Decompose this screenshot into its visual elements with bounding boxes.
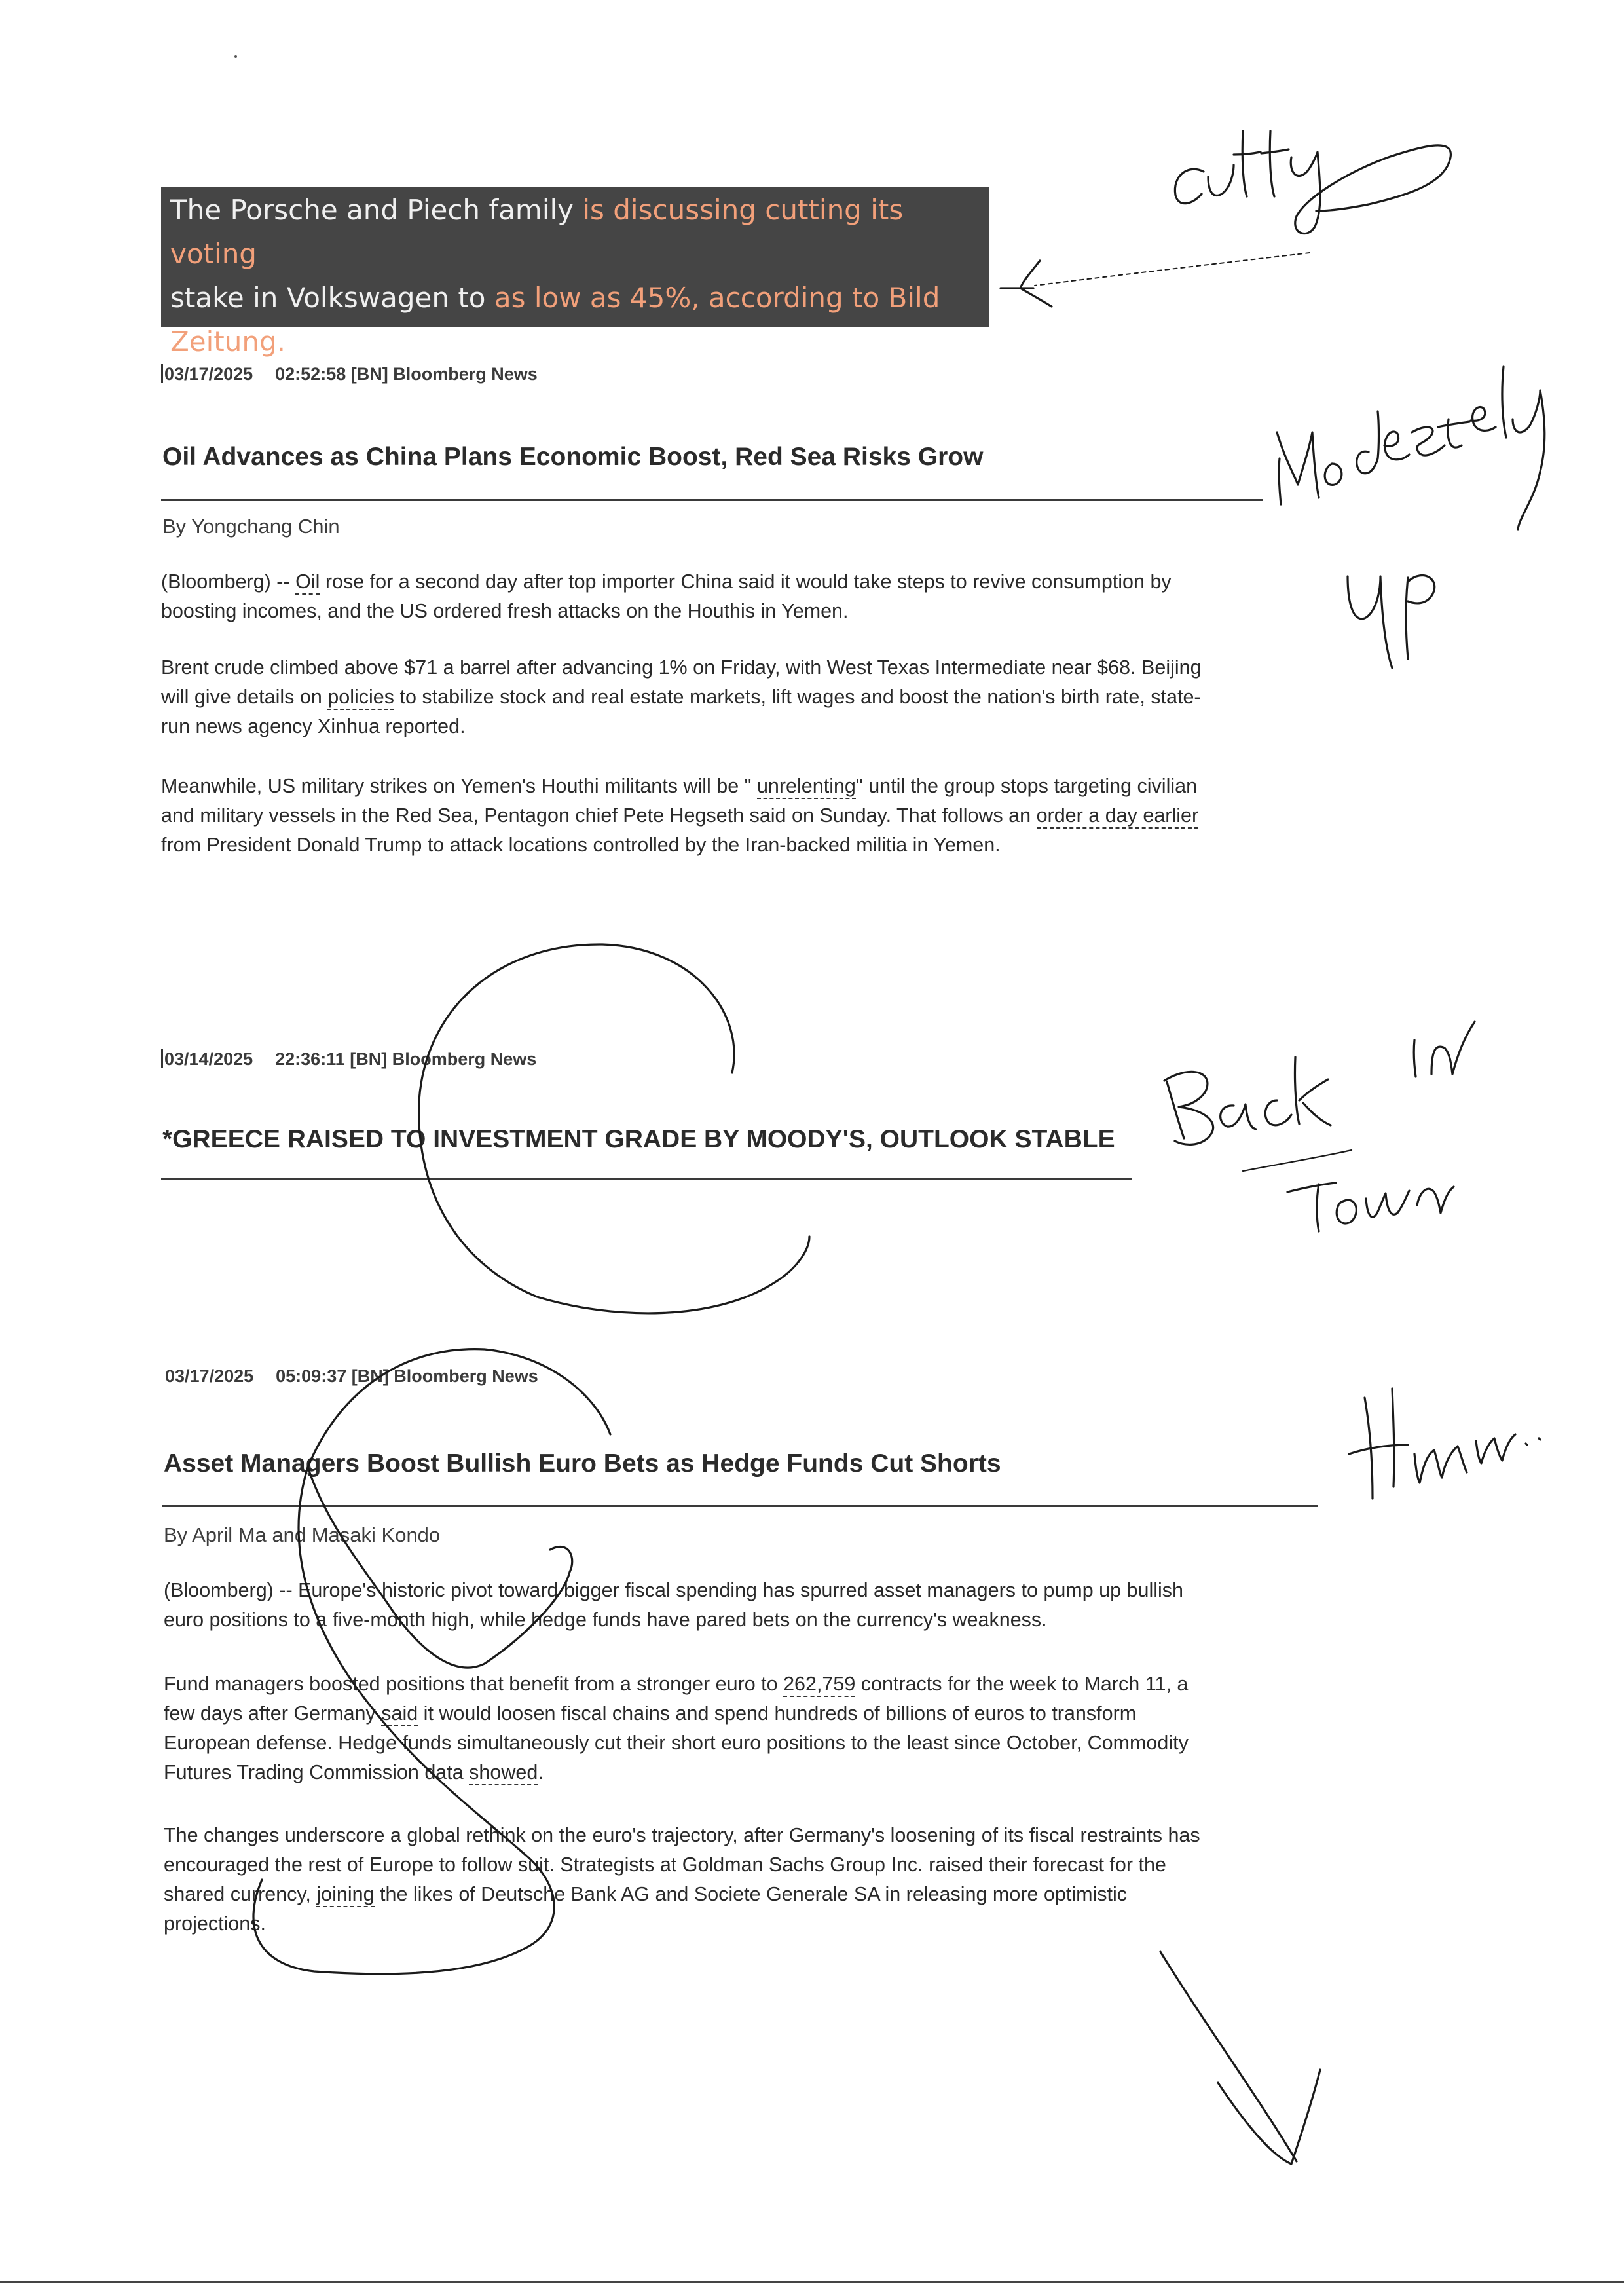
link-order-a-day-earlier[interactable]: order a day earlier bbox=[1037, 804, 1199, 829]
article2-source: [BN] Bloomberg News bbox=[350, 1049, 537, 1069]
article3-p1-line-2: euro positions to a five-month high, while hedge funds have pared bets on the currency's weakness. bbox=[164, 1609, 1047, 1631]
article3-p2-line-2: few days after Germany said it would loosen fiscal chains and spend hundreds of billions of euros to transform bbox=[164, 1699, 1189, 1728]
article1-p3-line-1: Meanwhile, US military strikes on Yemen's Houthi militants will be " unrelenting" until the group stops targeting civilian bbox=[161, 772, 1198, 801]
article2-date: 03/14/2025 bbox=[164, 1049, 253, 1069]
article1-time: 02:52:58 bbox=[275, 364, 346, 384]
article3-p3-line-2: encouraged the rest of Europe to follow suit. Strategists at Goldman Sachs Group Inc. raised their forecast for the bbox=[164, 1854, 1166, 1876]
highlight-accent-text-3: Zeitung. bbox=[170, 326, 286, 358]
link-262759[interactable]: 262,759 bbox=[783, 1673, 855, 1697]
article3-p2-line-4: Futures Trading Commission data showed. bbox=[164, 1758, 1189, 1787]
article3-p3-line-1: The changes underscore a global rethink on the euro's trajectory, after Germany's loosening of its fiscal restraints has bbox=[164, 1824, 1200, 1846]
article3-p2-line-3: European defense. Hedge funds simultaneously cut their short euro positions to the least since October, Commodity bbox=[164, 1732, 1189, 1754]
article3-p1-line-1: (Bloomberg) -- Europe's historic pivot toward bigger fiscal spending has spurred asset managers to pump up bullish bbox=[164, 1579, 1184, 1601]
article3-headline[interactable]: Asset Managers Boost Bullish Euro Bets as Hedge Funds Cut Shorts bbox=[164, 1449, 1001, 1478]
link-policies[interactable]: policies bbox=[327, 686, 394, 710]
link-showed[interactable]: showed bbox=[469, 1761, 538, 1785]
handwriting-hmm bbox=[1349, 1389, 1540, 1499]
article1-p2-line-1: Brent crude climbed above $71 a barrel after advancing 1% on Friday, with West Texas Intermediate near $68. Beijing bbox=[161, 656, 1202, 679]
article1-p3-line-2: and military vessels in the Red Sea, Pentagon chief Pete Hegseth said on Sunday. That follows an order a day earlier bbox=[161, 801, 1198, 830]
link-joining[interactable]: joining bbox=[316, 1883, 374, 1907]
article3-byline: By April Ma and Masaki Kondo bbox=[164, 1523, 441, 1546]
highlight-accent-text-2: as low as 45%, according to Bild bbox=[485, 282, 940, 314]
highlight-accent-text: is discussing cutting its voting bbox=[170, 194, 904, 270]
link-unrelenting[interactable]: unrelenting bbox=[757, 775, 856, 799]
highlight-plain-text-2: stake in Volkswagen to bbox=[170, 282, 486, 314]
article3-time: 05:09:37 bbox=[276, 1366, 347, 1386]
handwriting-large-circle bbox=[419, 944, 809, 1313]
article1-p2-line-2: will give details on policies to stabilize stock and real estate markets, lift wages and boost the nation's birth rate, state- bbox=[161, 682, 1202, 712]
handwriting-down-arrow bbox=[1160, 1952, 1320, 2164]
link-oil[interactable]: Oil bbox=[295, 570, 320, 595]
handwriting-moderately-up bbox=[1277, 367, 1545, 668]
article1-p2-line-3: run news agency Xinhua reported. bbox=[161, 715, 466, 737]
article2-headline[interactable]: *GREECE RAISED TO INVESTMENT GRADE BY MOODY'S, OUTLOOK STABLE bbox=[162, 1125, 1115, 1153]
link-said[interactable]: said bbox=[381, 1702, 418, 1726]
article2-time: 22:36:11 bbox=[275, 1049, 345, 1069]
article1-p1-line-1: (Bloomberg) -- Oil rose for a second day after top importer China said it would take steps to revive consumption by bbox=[161, 567, 1172, 597]
article1-p3-line-3: from President Donald Trump to attack locations controlled by the Iran-backed militia in Yemen. bbox=[161, 834, 1001, 856]
article3-p3-line-3: shared currency, joining the likes of Deutsche Bank AG and Societe Generale SA in releasing more optimistic bbox=[164, 1880, 1200, 1909]
article3-p3-line-4: projections. bbox=[164, 1912, 266, 1935]
handwriting-arrow-left bbox=[1001, 253, 1310, 307]
handwriting-cutting bbox=[1175, 131, 1450, 234]
article1-date: 03/17/2025 bbox=[164, 364, 253, 384]
handwriting-curl-loop bbox=[253, 1349, 610, 1974]
article1-p1-line-2: boosting incomes, and the US ordered fresh attacks on the Houthis in Yemen. bbox=[161, 600, 849, 622]
highlight-plain-text: The Porsche and Piech family bbox=[170, 194, 574, 226]
article1-headline[interactable]: Oil Advances as China Plans Economic Boost, Red Sea Risks Grow bbox=[162, 443, 984, 471]
article1-byline: By Yongchang Chin bbox=[162, 515, 340, 538]
article1-source: [BN] Bloomberg News bbox=[350, 364, 538, 384]
handwriting-back-in-town bbox=[1164, 1022, 1475, 1231]
article3-date: 03/17/2025 bbox=[165, 1366, 254, 1386]
article3-p2-line-1: Fund managers boosted positions that benefit from a stronger euro to 262,759 contracts for the week to March 11, a bbox=[164, 1670, 1189, 1699]
article3-source: [BN] Bloomberg News bbox=[351, 1366, 538, 1386]
